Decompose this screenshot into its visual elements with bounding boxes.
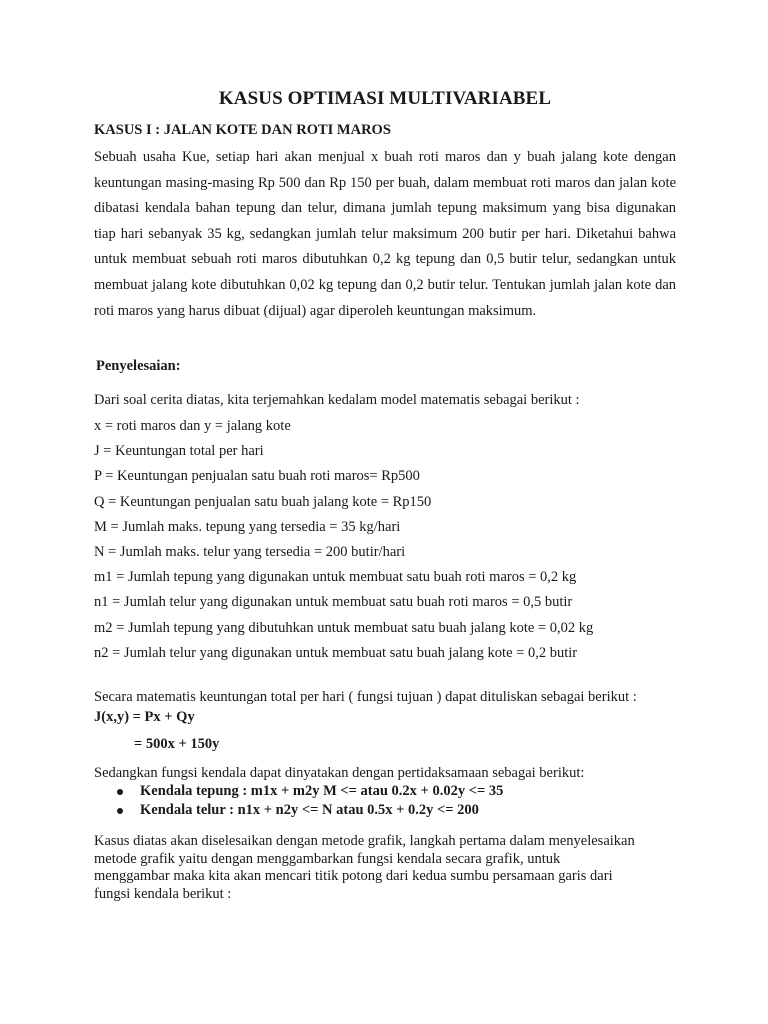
closing-line: menggambar maka kita akan mencari titik potong dari kedua sumbu persamaan garis dari — [94, 868, 613, 885]
objective-intro: Secara matematis keuntungan total per hari ( fungsi tujuan ) dapat dituliskan sebagai berikut : — [94, 689, 637, 705]
constraint-intro: Sedangkan fungsi kendala dapat dinyatakan dengan pertidaksamaan sebagai berikut: — [94, 765, 585, 781]
variable-definitions — [94, 417, 593, 669]
definition-item: n2 = Jumlah telur yang digunakan untuk membuat satu buah jalang kote = 0,2 butir — [94, 644, 578, 661]
constraint-item — [94, 801, 503, 820]
closing-paragraph — [94, 833, 684, 903]
bullet-icon — [117, 808, 123, 814]
definition-item: N = Jumlah maks. telur yang tersedia = 200 butir/hari — [94, 543, 406, 560]
objective-function: J(x,y) = Px + Qy — [94, 709, 195, 725]
objective-function-values: = 500x + 150y — [134, 736, 220, 752]
problem-text: Sebuah usaha Kue, setiap hari akan menjual x buah roti maros dan y buah jalang kote dengan keuntungan masing-masing Rp 500 dan Rp 150 per buah, dalam membuat roti maros dan jalan kote dibatasi kendala bahan tepung dan telur, dimana jumlah tepung maksimum yang bisa digunakan tiap hari sebanyak 35 kg, sedangkan jumlah telur maksimum 200 butir per hari. Diketahui bahwa untuk membuat sebuah roti maros dibutuhkan 0,2 kg tepung dan 0,5 butir telur, sedangkan untuk membuat jalang kote dibutuhkan 0,02 kg tepung dan 0,2 butir telur. Tentukan jumlah jalan kote dan roti maros yang harus dibuat (dijual) agar diperoleh keuntungan maksimum. — [94, 149, 676, 319]
definition-item: J = Keuntungan total per hari — [94, 443, 264, 460]
closing-line: fungsi kendala berikut : — [94, 885, 232, 902]
problem-paragraph — [94, 145, 676, 324]
definition-item: x = roti maros dan y = jalang kote — [94, 418, 291, 434]
document-title: KASUS OPTIMASI MULTIVARIABEL — [218, 88, 552, 109]
closing-line: metode grafik yaitu dengan menggambarkan fungsi kendala secara grafik, untuk — [94, 850, 561, 867]
definition-item: n1 = Jumlah telur yang digunakan untuk membuat satu buah roti maros = 0,5 butir — [94, 594, 573, 611]
constraint-text: Kendala telur : n1x + n2y <= N atau 0.5x + 0.2y <= 200 — [140, 802, 479, 818]
definition-item: M = Jumlah maks. tepung yang tersedia = 35 kg/hari — [94, 518, 401, 535]
definition-item: P = Keuntungan penjualan satu buah roti maros= Rp500 — [94, 468, 420, 485]
constraint-list — [94, 782, 503, 820]
definition-item: m1 = Jumlah tepung yang digunakan untuk membuat satu buah roti maros = 0,2 kg — [94, 569, 577, 586]
case-heading: KASUS I : JALAN KOTE DAN ROTI MAROS — [94, 122, 391, 138]
definition-item: Q = Keuntungan penjualan satu buah jalang kote = Rp150 — [94, 493, 432, 510]
solution-heading: Penyelesaian: — [96, 358, 181, 374]
constraint-text: Kendala tepung : m1x + m2y M <= atau 0.2x + 0.02y <= 35 — [140, 783, 504, 799]
bullet-icon — [117, 789, 123, 795]
closing-line: Kasus diatas akan diselesaikan dengan metode grafik, langkah pertama dalam menyelesaikan — [94, 833, 635, 849]
constraint-item — [94, 782, 503, 801]
definition-item: m2 = Jumlah tepung yang dibutuhkan untuk membuat satu buah jalang kote = 0,02 kg — [94, 619, 594, 636]
model-intro-line: Dari soal cerita diatas, kita terjemahkan kedalam model matematis sebagai berikut : — [94, 392, 580, 408]
